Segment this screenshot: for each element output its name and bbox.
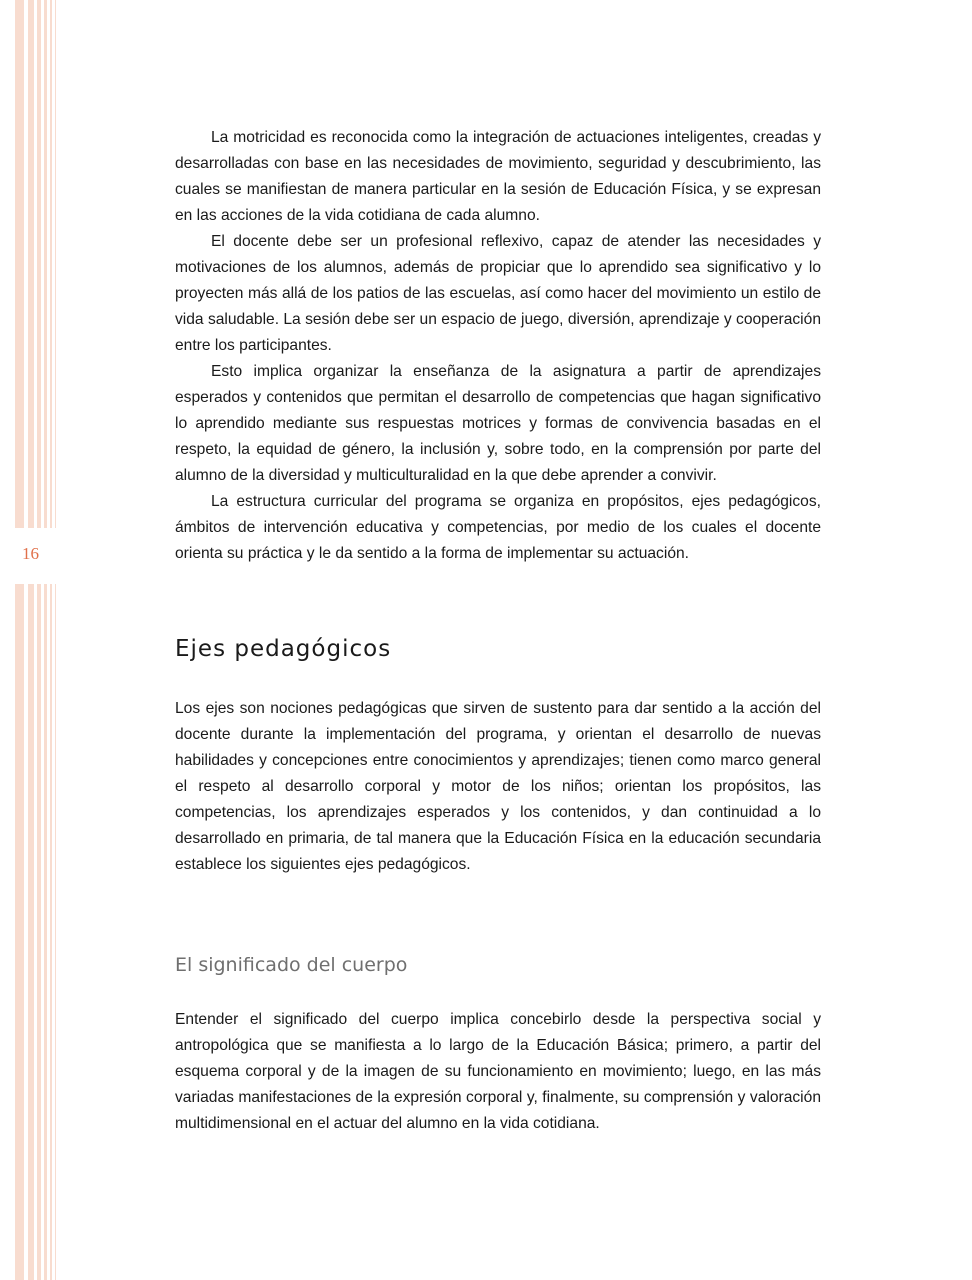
paragraph: Entender el significado del cuerpo implica concebirlo desde la perspectiva social y antropológica que se manifiesta a lo largo de la Educación Básica; primero, a partir del esquema corporal y de la imagen de su funcionamiento en movimiento; luego, en las más variadas manifestaciones de la expresión corporal y, finalmente, su comprensión y valoración multidimensional en el actuar del alumno en la vida cotidiana. <box>175 1011 821 1132</box>
subsection-text <box>175 1007 821 1137</box>
intro-text <box>175 125 821 567</box>
paragraph: La estructura curricular del programa se organiza en propósitos, ejes pedagógicos, ámbitos de intervención educativa y competencias, por medio de los cuales el docente orienta su práctica y le da sentido a la forma de implementar su actuación. <box>175 493 821 562</box>
paragraph: Los ejes son nociones pedagógicas que sirven de sustento para dar sentido a la acción del docente durante la implementación del programa, y orientan el desarrollo de nuevas habilidades y concepciones entre conocimientos y aprendizajes; tienen como marco general el respeto al desarrollo corporal y motor de los niños; orientan los propósitos, las competencias, los aprendizajes esperados y los contenidos, y dan continuidad a lo desarrollado en primaria, de tal manera que la Educación Física en la educación secundaria establece los siguientes ejes pedagógicos. <box>175 700 821 873</box>
paragraph: La motricidad es reconocida como la integración de actuaciones inteligentes, creadas y desarrolladas con base en las necesidades de movimiento, seguridad y descubrimiento, las cuales se manifiestan de manera particular en la sesión de Educación Física, y se expresan en las acciones de la vida cotidiana de cada alumno. <box>175 129 821 224</box>
paragraph: Esto implica organizar la enseñanza de la asignatura a partir de aprendizajes esperados y contenidos que permitan el desarrollo de competencias que hagan significativo lo aprendido mediante sus respuestas motrices y formas de convivencia basadas en el respeto, la equidad de género, la inclusión y, sobre todo, en la comprensión por parte del alumno de la diversidad y multiculturalidad en la que debe aprender a convivir. <box>175 363 821 484</box>
section-heading: Ejes pedagógicos <box>175 636 392 662</box>
page-number: 16 <box>22 544 39 563</box>
margin-stripes-bottom <box>0 584 60 1280</box>
paragraph: El docente debe ser un profesional reflexivo, capaz de atender las necesidades y motivaciones de los alumnos, además de propiciar que lo aprendido sea significativo y lo proyecten más allá de los patios de las escuelas, así como hacer del movimiento un estilo de vida saludable. La sesión debe ser un espacio de juego, diversión, aprendizaje y cooperación entre los participantes. <box>175 233 821 354</box>
subsection-heading: El significado del cuerpo <box>175 954 408 976</box>
margin-stripes-top <box>0 0 60 528</box>
section-text <box>175 696 821 878</box>
